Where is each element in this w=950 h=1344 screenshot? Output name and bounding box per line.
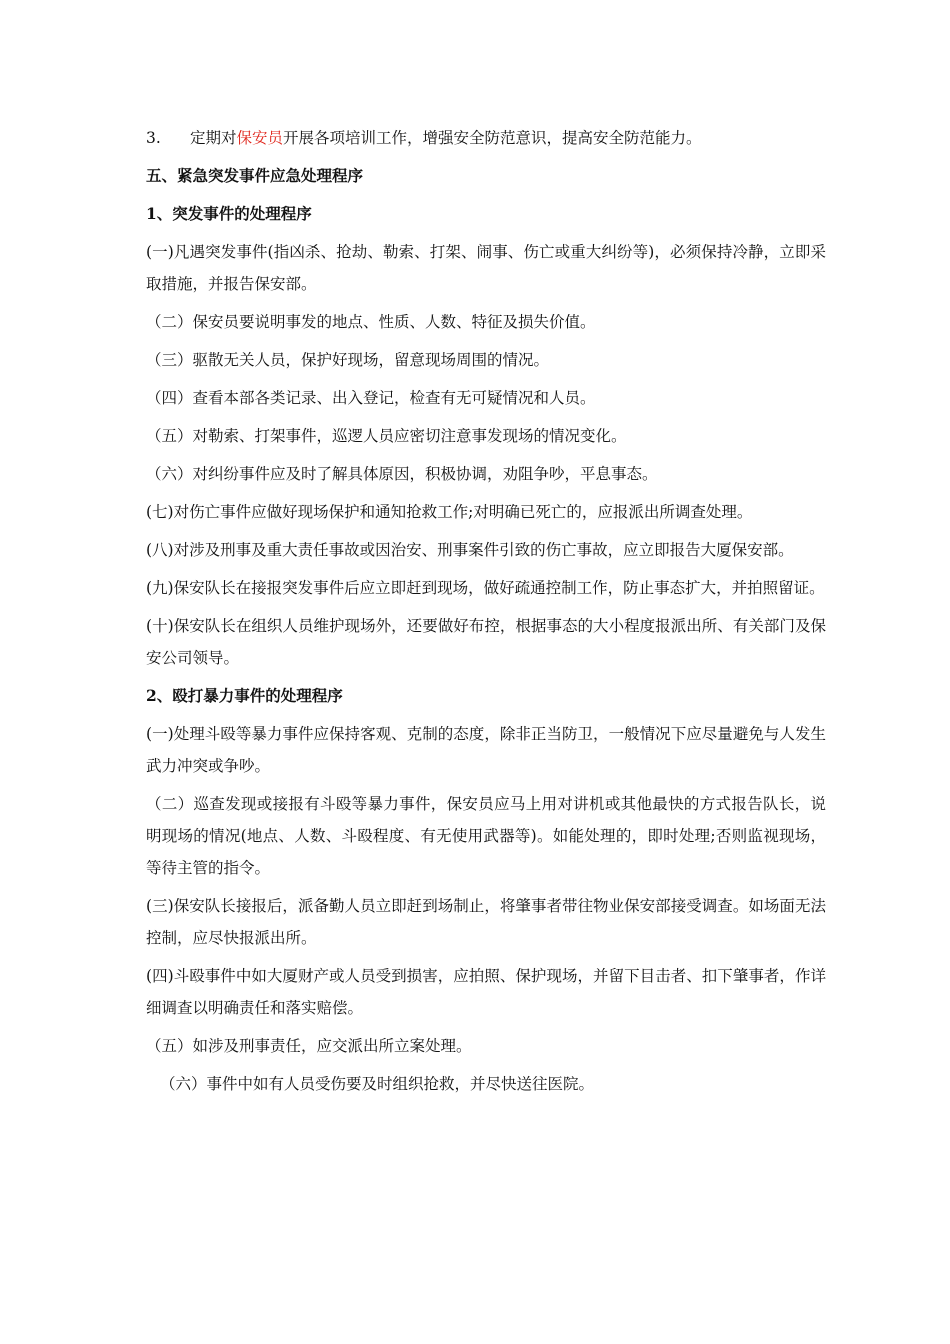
document-page <box>146 122 826 1100</box>
sub2-item-1: (一)处理斗殴等暴力事件应保持客观、克制的态度，除非正当防卫，一般情况下应尽量避免与人发生武力冲突或争吵。 <box>146 725 826 775</box>
sub1-item-3: （三）驱散无关人员，保护好现场，留意现场周围的情况。 <box>146 351 550 369</box>
subsection-title-2: 2、殴打暴力事件的处理程序 <box>146 686 343 705</box>
section-title: 五、紧急突发事件应急处理程序 <box>146 166 364 185</box>
sub1-item-5: （五）对勒索、打架事件，巡逻人员应密切注意事发现场的情况变化。 <box>146 427 627 445</box>
sub1-item-7: (七)对伤亡事件应做好现场保护和通知抢救工作;对明确已死亡的，应报派出所调查处理。 <box>146 503 753 521</box>
sub1-item-2: （二）保安员要说明事发的地点、性质、人数、特征及损失价值。 <box>146 313 596 331</box>
intro-text-pre: 定期对 <box>190 129 237 147</box>
sub1-item-9: (九)保安队长在接报突发事件后应立即赶到现场，做好疏通控制工作，防止事态扩大，并拍照留证。 <box>146 579 825 597</box>
intro-text-post: 开展各项培训工作，增强安全防范意识，提高安全防范能力。 <box>283 129 702 147</box>
sub2-item-2: （二）巡查发现或接报有斗殴等暴力事件，保安员应马上用对讲机或其他最快的方式报告队长，说明现场的情况(地点、人数、斗殴程度、有无使用武器等)。如能处理的，即时处理;否则监视现场，等待主管的指令。 <box>146 795 826 877</box>
sub1-item-8: (八)对涉及刑事及重大责任事故或因治安、刑事案件引致的伤亡事故，应立即报告大厦保安部。 <box>146 541 794 559</box>
sub2-item-5: （五）如涉及刑事责任，应交派出所立案处理。 <box>146 1037 472 1055</box>
sub1-item-10: (十)保安队长在组织人员维护现场外，还要做好布控，根据事态的大小程度报派出所、有关部门及保安公司领导。 <box>146 617 826 667</box>
sub1-item-1: (一)凡遇突发事件(指凶杀、抢劫、勒索、打架、闹事、伤亡或重大纠纷等)，必须保持冷静，立即采取措施，并报告保安部。 <box>146 243 826 293</box>
intro-number: 3. <box>146 129 161 147</box>
sub2-item-4: (四)斗殴事件中如大厦财产或人员受到损害，应拍照、保护现场，并留下目击者、扣下肇事者，作详细调查以明确责任和落实赔偿。 <box>146 967 826 1017</box>
intro-highlight: 保安员 <box>236 129 284 147</box>
sub1-item-4: （四）查看本部各类记录、出入登记，检查有无可疑情况和人员。 <box>146 389 596 407</box>
sub2-item-3: (三)保安队长接报后，派备勤人员立即赶到场制止，将肇事者带往物业保安部接受调查。如场面无法控制，应尽快报派出所。 <box>146 897 826 947</box>
sub2-item-6: （六）事件中如有人员受伤要及时组织抢救，并尽快送往医院。 <box>160 1075 595 1093</box>
sub1-item-6: （六）对纠纷事件应及时了解具体原因，积极协调，劝阻争吵，平息事态。 <box>146 465 658 483</box>
intro-paragraph <box>146 122 826 154</box>
subsection-title-1: 1、突发事件的处理程序 <box>146 204 312 223</box>
